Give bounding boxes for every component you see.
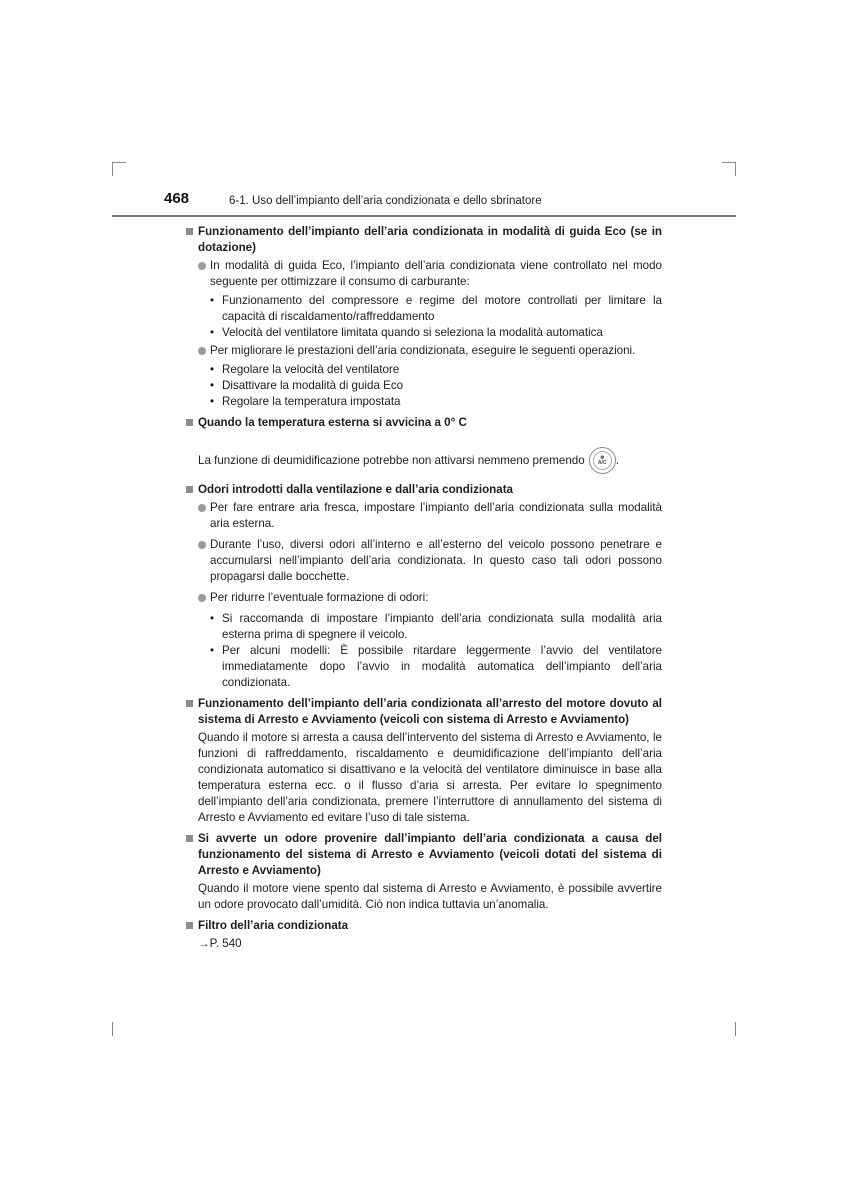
section-heading-odor-stop-start: Si avverte un odore provenire dall’impianto dell’aria condizionata a causa del funzionamento del sistema di Arresto e Avviamento (veicoli dotati del sistema di Arresto e Avviamento) [185,831,662,879]
square-bullet-icon [186,700,193,707]
list-item: Per ridurre l’eventuale formazione di odori: [185,590,662,606]
round-bullet-icon [198,504,206,512]
page-content [185,224,662,952]
crop-mark-bottom-right [735,1022,736,1036]
sub-list-item: • Disattivare la modalità di guida Eco [210,379,404,392]
section-heading-temperature: Quando la temperatura esterna si avvicina a 0° C [185,415,662,431]
section-heading-odors: Odori introdotti dalla ventilazione e dall’aria condizionata [185,482,662,498]
sub-list-item: • Per alcuni modelli: È possibile ritardare leggermente l’avvio del ventilatore immediatamente dopo l’avvio in modalità automatica dell’impianto dell’aria condizionata. [210,644,662,689]
round-bullet-icon [198,541,206,549]
chapter-title: 6-1. Uso dell’impianto dell’aria condizionata e dello sbrinatore [229,195,542,207]
section-heading-eco: Funzionamento dell’impianto dell’aria condizionata in modalità di guida Eco (se in dotazione) [185,224,662,256]
round-bullet-icon [198,347,206,355]
crop-mark-top-left-h [112,162,126,163]
section-heading-filter: Filtro dell’aria condizionata [185,918,662,934]
crop-mark-top-left-v [112,162,113,176]
page-number: 468 [164,190,190,207]
sub-list-item: • Regolare la velocità del ventilatore [210,363,400,376]
sub-list-item: • Regolare la temperatura impostata [210,395,401,408]
page-reference-link[interactable]: →P. 540 [198,937,242,950]
crop-mark-top-right-v [735,162,736,176]
odor-stop-start-paragraph: Quando il motore viene spento dal sistema di Arresto e Avviamento, è possibile avvertire un odore provocato dall’umidità. Ciò non indica tuttavia un’anomalia. [198,882,662,911]
sub-list-item: • Si raccomanda di impostare l’impianto dell’aria condizionata sulla modalità aria esterna prima di spegnere il veicolo. [210,612,662,641]
stop-start-paragraph: Quando il motore si arresta a causa dell’intervento del sistema di Arresto e Avviamento, le funzioni di raffreddamento, riscaldamento e deumidificazione dell’impianto dell’aria condizionata automatico si disattivano e la velocità del ventilatore diminuisce in base alla temperatura esterna ecc. o il flusso d’aria si arresta. Per evitare lo spegnimento dell’impianto dell’aria condizionata, premere l’interruttore di annullamento del sistema di Arresto e Avviamento ed evitare l’uso di tale sistema. [198,731,662,824]
round-bullet-icon [198,594,206,602]
round-bullet-icon [198,262,206,270]
sub-list-item: • Velocità del ventilatore limitata quando si seleziona la modalità automatica [210,326,603,339]
crop-mark-top-right-h [722,162,736,163]
list-item: In modalità di guida Eco, l’impianto dell’aria condizionata viene controllato nel modo seguente per ottimizzare il consumo di carburante: [185,258,662,290]
sub-list [185,293,662,341]
list-item: Per migliorare le prestazioni dell’aria condizionata, eseguire le seguenti operazioni. [185,343,662,359]
sub-list-item: • Funzionamento del compressore e regime del motore controllati per limitare la capacità di riscaldamento/raffreddamento [210,294,662,323]
sub-list [185,362,662,410]
list-item: Per fare entrare aria fresca, impostare l’impianto dell’aria condizionata sulla modalità aria esterna. [185,500,662,532]
list-item: Durante l’uso, diversi odori all’interno e all’esterno del veicolo possono penetrare e accumularsi nell’impianto dell’aria condizionata. In questo caso tali odori possono propagarsi dalle bocchette. [185,537,662,585]
square-bullet-icon [186,228,193,235]
square-bullet-icon [186,419,193,426]
section-heading-stop-start: Funzionamento dell’impianto dell’aria condizionata all’arresto del motore dovuto al sistema di Arresto e Avviamento (veicoli con sistema di Arresto e Avviamento) [185,696,662,728]
temperature-note: La funzione di deumidificazione potrebbe non attivarsi nemmeno premendo ❄ A/C . [185,447,662,474]
square-bullet-icon [186,835,193,842]
header-divider [112,215,736,217]
square-bullet-icon [186,922,193,929]
ac-button-icon: ❄ A/C [589,447,616,474]
crop-mark-bottom-left [112,1022,113,1036]
square-bullet-icon [186,486,193,493]
sub-list [185,611,662,691]
